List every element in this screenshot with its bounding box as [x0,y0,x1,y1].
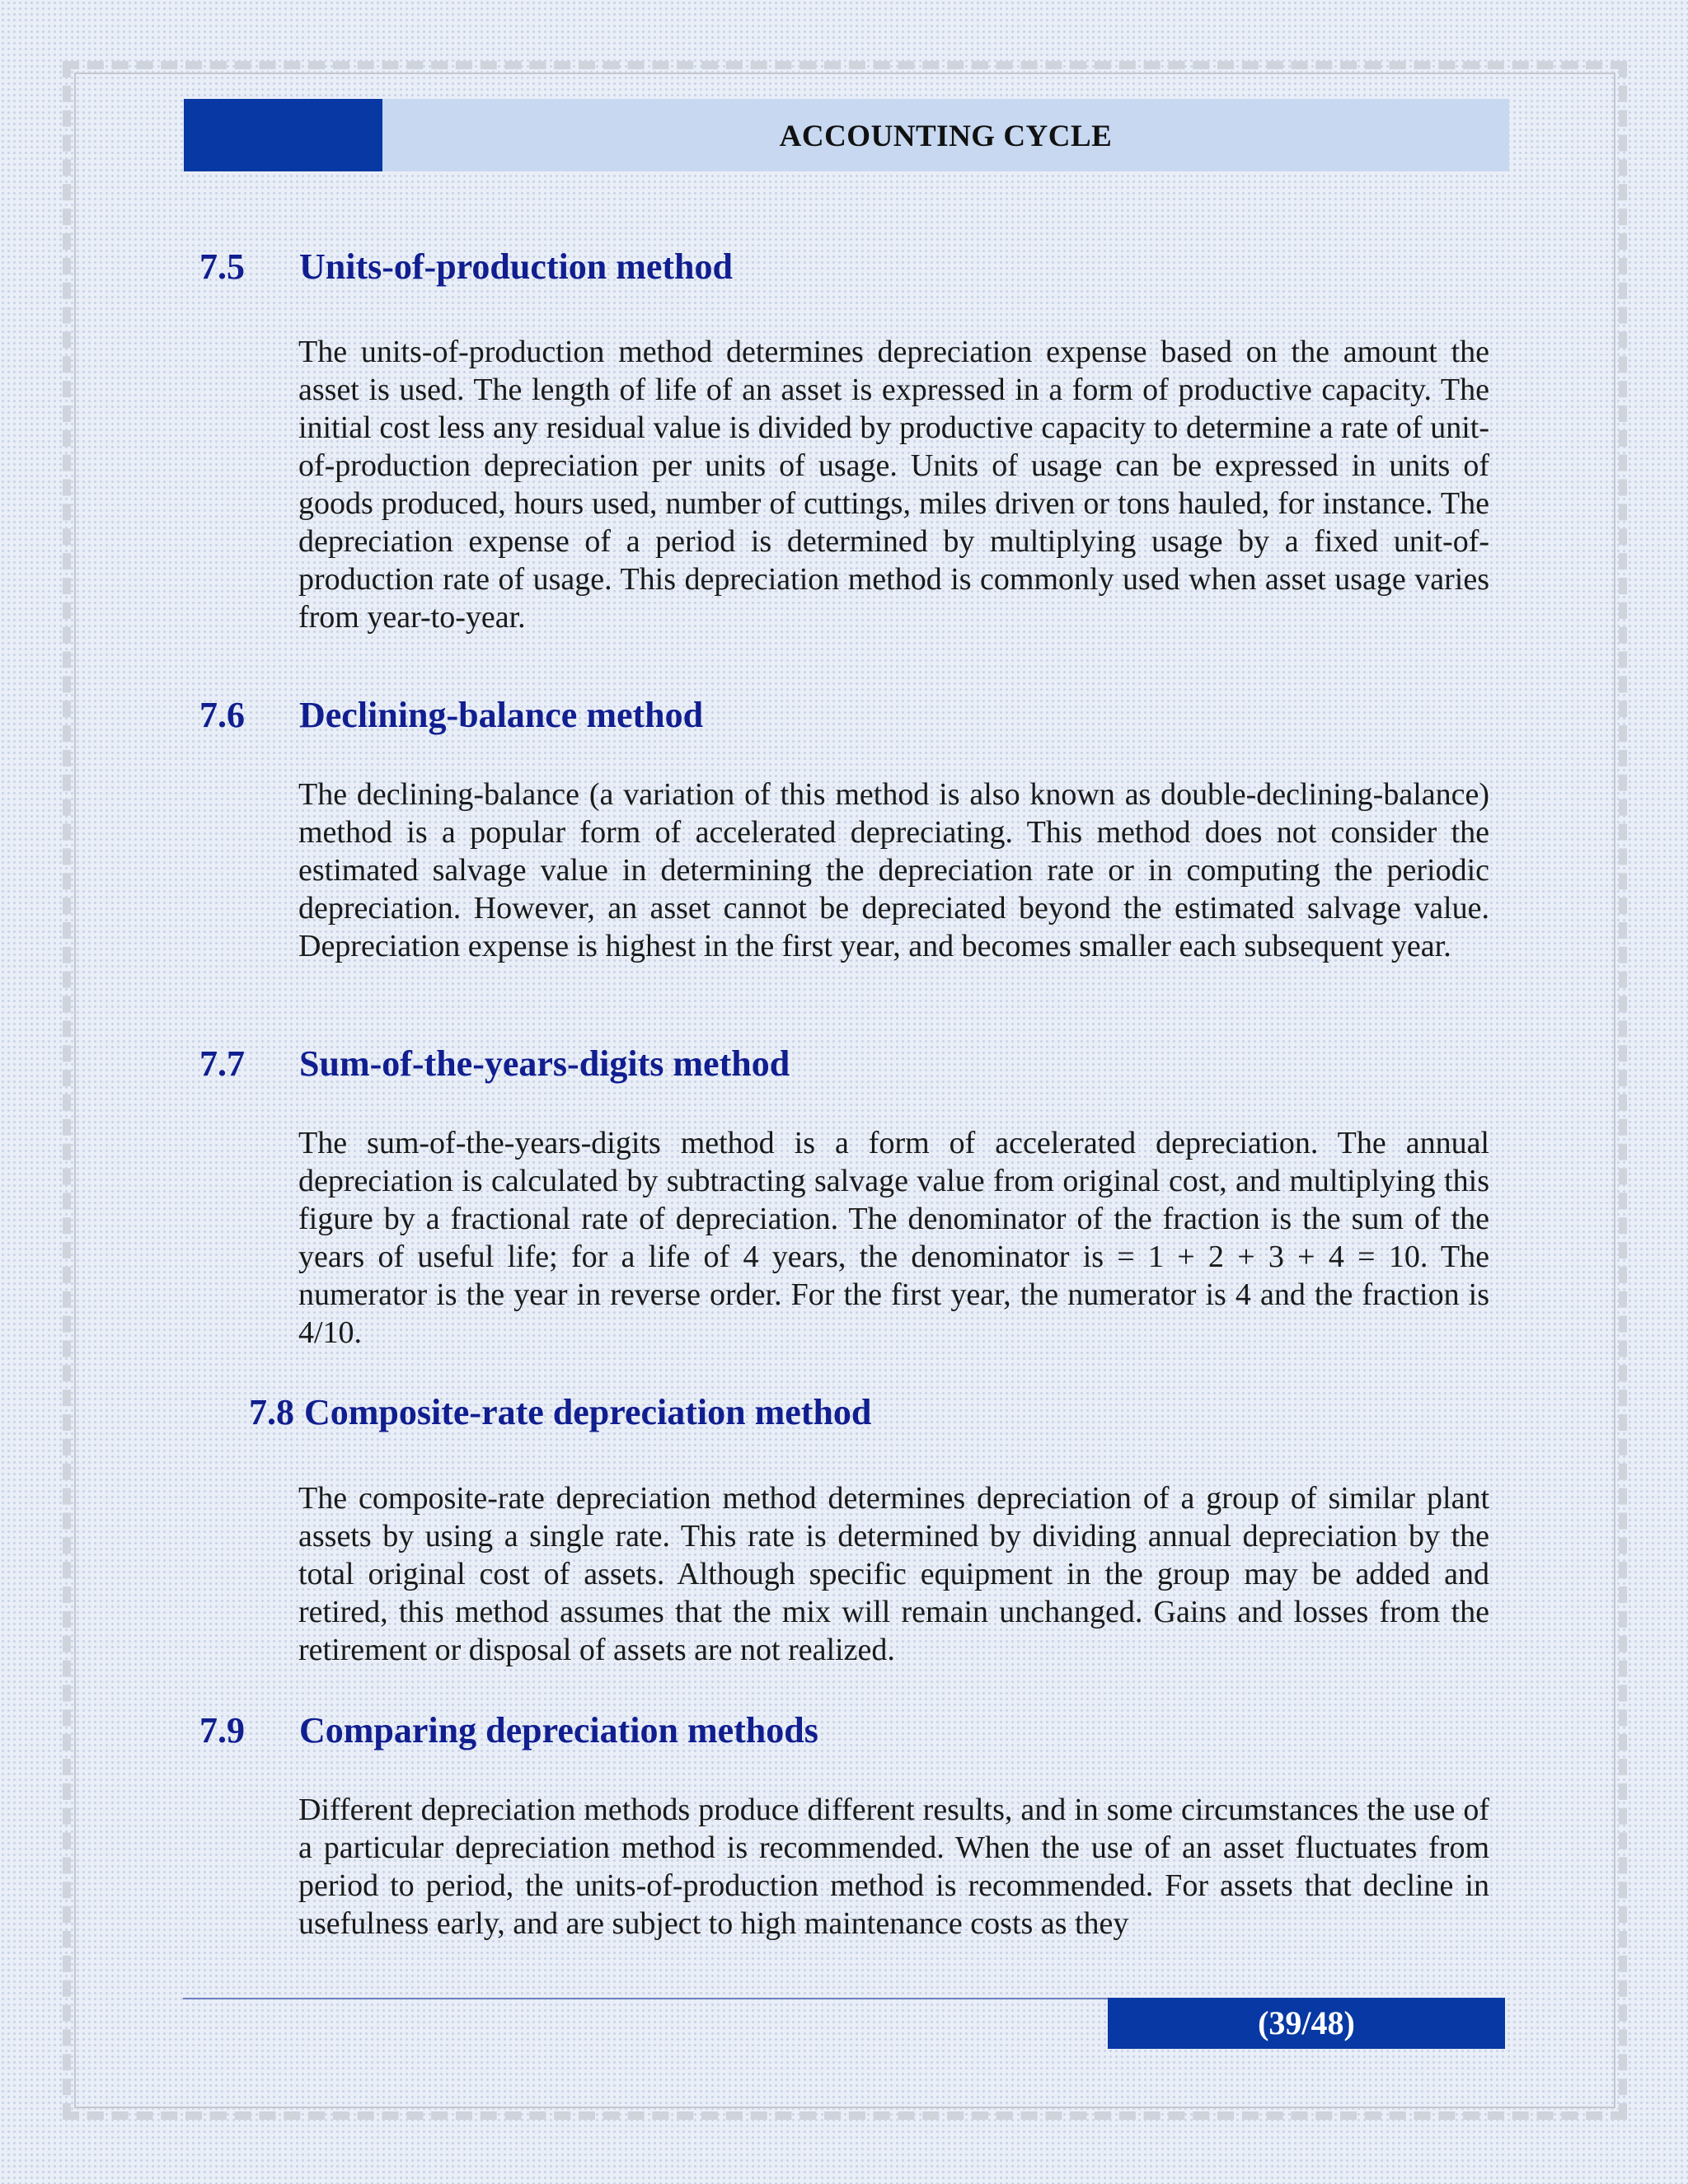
section-number: 7.8 [249,1392,294,1432]
section-number: 7.6 [199,695,245,735]
section-number: 7.7 [199,1043,245,1084]
section-title: Sum-of-the-years-digits method [299,1043,790,1084]
section-paragraph-7-9: Different depreciation methods produce different results, and in some circumstances the use of a particular depreciation method is recommended. When the use of an asset fluctuates from period to period, the units-of-production method is recommended. For assets that decline in usefulness early, and are subject to high maintenance costs as they [298,1793,1489,1941]
section-number: 7.9 [199,1710,245,1750]
page-header [184,99,1509,171]
section-paragraph-7-7: The sum-of-the-years-digits method is a form of accelerated depreciation. The annual depreciation is calculated by subtracting salvage value from original cost, and multiplying this figure by a fractional rate of depreciation. The denominator of the fraction is the sum of the years of useful life; for a life of 4 years, the denominator is = 1 + 2 + 3 + 4 = 10. The numerator is the year in reverse order. For the first year, the numerator is 4 and the fraction is 4/10. [298,1126,1489,1350]
section-heading-7-6 [199,694,703,737]
footer-rule [183,1998,1108,1999]
section-title: Composite-rate depreciation method [304,1392,872,1432]
header-title: ACCOUNTING CYCLE [779,120,1113,153]
section-heading-7-7 [199,1043,790,1085]
section-number: 7.5 [199,246,245,287]
section-title: Units-of-production method [299,246,734,287]
section-title: Declining-balance method [299,695,704,735]
section-paragraph-7-5: The units-of-production method determines depreciation expense based on the amount the asset is used. The length of life of an asset is expressed in a form of productive capacity. The initial cost less any residual value is divided by productive capacity to determine a rate of unit-of-production depreciation per units of usage. Units of usage can be expressed in units of goods produced, hours used, number of cuttings, miles driven or tons hauled, for instance. The depreciation expense of a period is determined by multiplying usage by a fixed unit-of-production rate of usage. This depreciation method is commonly used when asset usage varies from year-to-year. [298,335,1489,635]
section-paragraph-7-6: The declining-balance (a variation of this method is also known as double-declining-balance) method is a popular form of accelerated depreciating. This method does not consider the estimated salvage value in determining the depreciation rate or in computing the periodic depreciation. However, an asset cannot be depreciated beyond the estimated salvage value. Depreciation expense is highest in the first year, and becomes smaller each subsequent year. [298,777,1489,963]
page-number: (39/48) [1108,1998,1505,2049]
section-heading-7-9 [199,1709,818,1752]
section-heading-7-8 [249,1391,871,1434]
header-color-block [184,99,382,171]
section-paragraph-7-8: The composite-rate depreciation method determines depreciation of a group of similar plant assets by using a single rate. This rate is determined by dividing annual depreciation by the total original cost of assets. Although specific equipment in the group may be added and retired, this method assumes that the mix will remain unchanged. Gains and losses from the retirement or disposal of assets are not realized. [298,1481,1489,1667]
section-heading-7-5 [199,246,733,288]
section-title: Comparing depreciation methods [299,1710,818,1750]
